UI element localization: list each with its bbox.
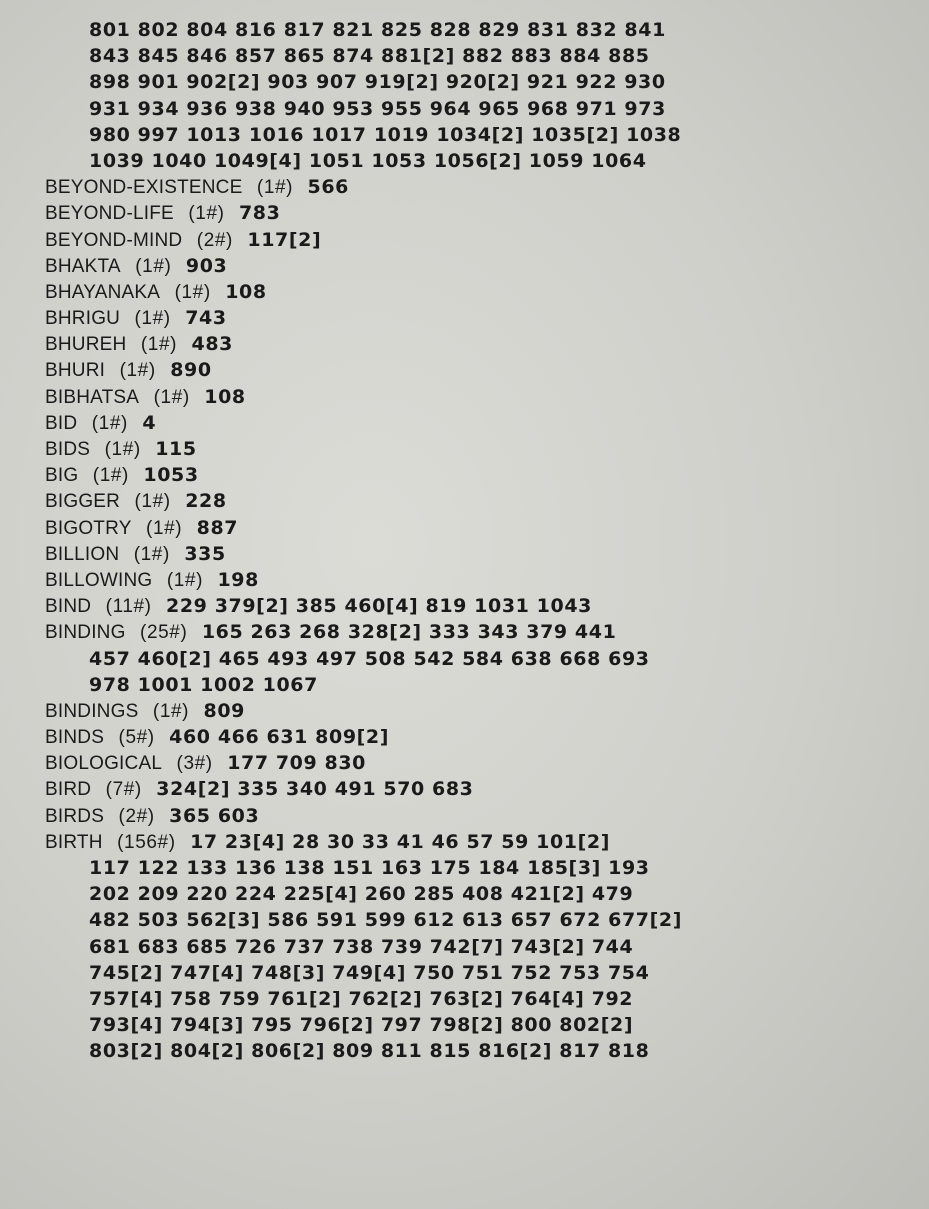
index-continuation-line: [0, 122, 929, 148]
occurrence-count: (1#): [188, 203, 225, 225]
index-entries: [0, 17, 929, 1065]
index-term: BHRIGU: [45, 308, 121, 330]
page-references: 1053: [143, 464, 199, 487]
index-term: BEYOND-LIFE: [45, 203, 174, 225]
page-references: 681 683 685 726 737 738 739 742[7] 743[2] 744: [89, 935, 634, 958]
occurrence-count: (3#): [176, 753, 213, 775]
occurrence-count: (1#): [153, 386, 190, 408]
page-references: 177 709 830: [227, 752, 366, 775]
page-references: 1039 1040 1049[4] 1051 1053 1056[2] 1059 1064: [89, 149, 647, 172]
page-references: 898 901 902[2] 903 907 919[2] 920[2] 921 922 930: [89, 71, 666, 94]
index-continuation-line: [0, 881, 929, 907]
index-term: BHURI: [45, 360, 106, 382]
index-continuation-line: [0, 907, 929, 933]
index-entry: [0, 279, 929, 305]
occurrence-count: (5#): [118, 727, 155, 749]
occurrence-count: (1#): [174, 281, 211, 303]
index-entry: [0, 593, 929, 619]
occurrence-count: (1#): [119, 360, 156, 382]
page-references: 117[2]: [247, 228, 322, 251]
index-term: BINDINGS: [45, 700, 139, 722]
page-references: 324[2] 335 340 491 570 683: [156, 778, 474, 801]
index-entry: [0, 410, 929, 436]
index-continuation-line: [0, 960, 929, 986]
occurrence-count: (1#): [135, 255, 172, 277]
page-references: 783: [238, 202, 281, 225]
page-references: 483: [191, 333, 233, 356]
index-entry: [0, 384, 929, 410]
index-entry: [0, 331, 929, 357]
occurrence-count: (1#): [166, 569, 204, 591]
occurrence-count: (1#): [146, 517, 183, 539]
index-entry: [0, 724, 929, 750]
page-references: 809: [203, 699, 245, 722]
page-references: 108: [204, 385, 246, 408]
index-entry: [0, 567, 929, 593]
index-entry: [0, 541, 929, 567]
page-references: 457 460[2] 465 493 497 508 542 584 638 668 693: [89, 647, 650, 670]
index-term: BIRDS: [45, 805, 105, 827]
index-entry: [0, 829, 929, 855]
page-references: 460 466 631 809[2]: [169, 726, 390, 749]
occurrence-count: (1#): [134, 491, 171, 513]
index-entry: [0, 305, 929, 331]
index-continuation-line: [0, 17, 929, 43]
page-references: 17 23[4] 28 30 33 41 46 57 59 101[2]: [190, 830, 611, 853]
page-references: 890: [170, 359, 212, 382]
index-term: BIRTH: [45, 831, 103, 853]
page-references: 903: [185, 254, 228, 277]
index-entry: [0, 515, 929, 541]
index-term: BEYOND-EXISTENCE: [45, 177, 243, 199]
page-references: 757[4] 758 759 761[2] 762[2] 763[2] 764[4] 792: [89, 987, 634, 1010]
page-references: 843 845 846 857 865 874 881[2] 882 883 884 885: [89, 45, 650, 68]
occurrence-count: (1#): [152, 700, 190, 722]
index-term: BIG: [45, 465, 79, 487]
index-entry: [0, 436, 929, 462]
page-references: 228: [185, 490, 227, 513]
page-references: 165 263 268 328[2] 333 343 379 441: [201, 621, 617, 644]
page-references: 117 122 133 136 138 151 163 175 184 185[3] 193: [89, 857, 650, 879]
page-references: 566: [307, 176, 350, 199]
page-references: 229 379[2] 385 460[4] 819 1031 1043: [166, 595, 592, 618]
index-entry: [0, 174, 929, 200]
occurrence-count: (1#): [140, 334, 178, 356]
index-term: BIGOTRY: [45, 517, 132, 539]
index-entry: [0, 200, 929, 226]
occurrence-count: (2#): [118, 805, 155, 827]
page-references: 108: [225, 280, 267, 303]
index-term: BILLOWING: [45, 569, 153, 591]
index-term: BHAYANAKA: [45, 281, 161, 303]
index-term: BIDS: [45, 439, 91, 460]
index-term: BIND: [45, 596, 92, 618]
index-continuation-line: [0, 43, 929, 69]
index-term: BID: [45, 412, 78, 434]
page-references: 803[2] 804[2] 806[2] 809 811 815 816[2] 817 818: [89, 1040, 650, 1063]
index-entry: [0, 253, 929, 279]
index-continuation-line: [0, 148, 929, 174]
index-term: BHUREH: [45, 334, 127, 356]
page-references: 931 934 936 938 940 953 955 964 965 968 971 973: [89, 97, 666, 120]
page-references: 980 997 1013 1016 1017 1019 1034[2] 1035[2] 1038: [89, 123, 682, 146]
page-references: 202 209 220 224 225[4] 260 285 408 421[2] 479: [89, 883, 634, 906]
index-term: BINDING: [45, 622, 126, 644]
occurrence-count: (1#): [104, 439, 141, 460]
index-continuation-line: [0, 672, 929, 698]
occurrence-count: (1#): [134, 308, 171, 330]
index-term: BIOLOGICAL: [45, 753, 163, 775]
index-term: BILLION: [45, 543, 120, 565]
page-references: 745[2] 747[4] 748[3] 749[4] 750 751 752 753 754: [89, 961, 650, 984]
page-references: 4: [142, 411, 157, 434]
page-references: 743: [185, 307, 227, 330]
index-entry: [0, 776, 929, 802]
page-references: 335: [184, 542, 226, 565]
index-entry: [0, 698, 929, 724]
page-references: 365 603: [169, 804, 260, 827]
index-continuation-line: [0, 986, 929, 1012]
index-continuation-line: [0, 646, 929, 672]
occurrence-count: (1#): [133, 543, 170, 565]
index-entry: [0, 227, 929, 253]
index-entry: [0, 619, 929, 645]
index-term: BEYOND-MIND: [45, 229, 183, 251]
index-continuation-line: [0, 69, 929, 95]
index-entry: [0, 803, 929, 829]
index-continuation-line: [0, 934, 929, 960]
occurrence-count: (25#): [140, 622, 188, 644]
index-entry: [0, 357, 929, 383]
page-references: 801 802 804 816 817 821 825 828 829 831 832 841: [89, 19, 666, 41]
occurrence-count: (2#): [196, 229, 233, 251]
occurrence-count: (1#): [92, 465, 129, 487]
index-continuation-line: [0, 1038, 929, 1064]
occurrence-count: (7#): [105, 779, 142, 801]
occurrence-count: (11#): [105, 596, 152, 618]
index-continuation-line: [0, 96, 929, 122]
occurrence-count: (1#): [91, 412, 128, 434]
page-references: 115: [155, 438, 197, 460]
page-references: 887: [196, 516, 239, 539]
index-continuation-line: [0, 1012, 929, 1038]
index-continuation-line: [0, 855, 929, 881]
index-term: BHAKTA: [45, 255, 121, 277]
occurrence-count: (156#): [117, 831, 176, 853]
index-term: BINDS: [45, 727, 105, 749]
index-term: BIGGER: [45, 491, 121, 513]
occurrence-count: (1#): [256, 177, 294, 199]
page-references: 198: [217, 568, 259, 591]
page-references: 978 1001 1002 1067: [89, 673, 318, 696]
page-references: 793[4] 794[3] 795 796[2] 797 798[2] 800 802[2]: [89, 1014, 634, 1037]
index-entry: [0, 462, 929, 488]
index-term: BIBHATSA: [45, 386, 140, 408]
page-references: 482 503 562[3] 586 591 599 612 613 657 672 677[2]: [89, 909, 682, 932]
index-entry: [0, 488, 929, 514]
index-term: BIRD: [45, 779, 92, 801]
index-entry: [0, 750, 929, 776]
